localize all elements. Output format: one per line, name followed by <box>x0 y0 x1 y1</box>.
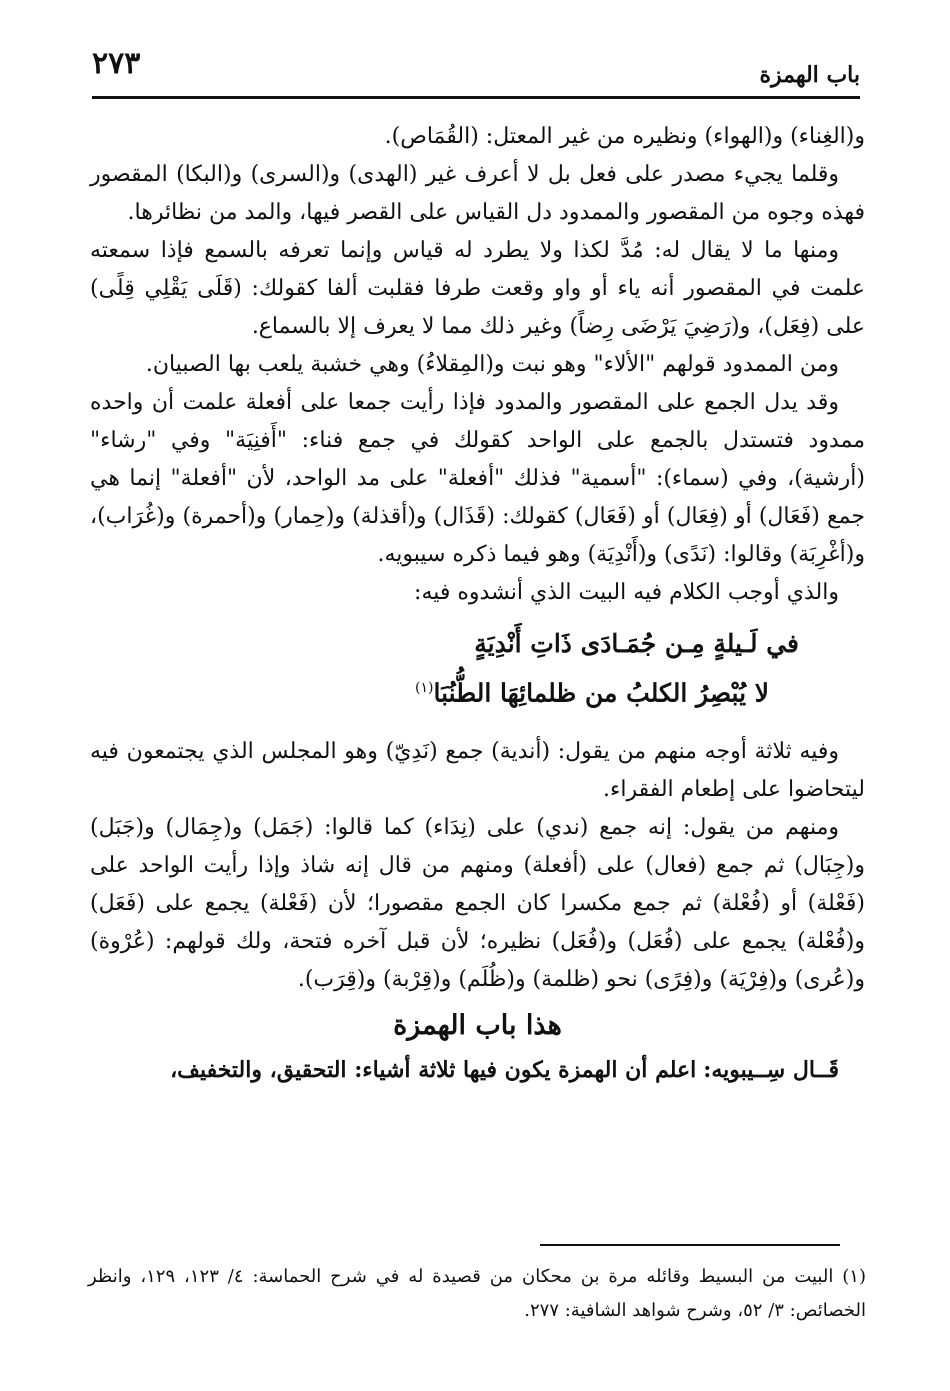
footnotes <box>88 1260 866 1328</box>
running-title: باب الهمزة <box>759 62 860 88</box>
paragraph: وفيه ثلاثة أوجه منهم من يقول: (أندية) جمع (نَدِيّ) وهو المجلس الذي يجتمعون فيه ليتحاضوا على إطعام الفقراء. <box>90 739 865 803</box>
footnote-divider <box>540 1244 840 1246</box>
paragraph: ومن الممدود قولهم "الألاء" وهو نبت و(المِقلاءُ) وهي خشبة يلعب بها الصبيان. <box>145 352 839 377</box>
footnote-1: (١) البيت من البسيط وقائله مرة بن محكان من قصيدة له في شرح الحماسة: ٤/ ١٢٣، ١٢٩، وانظر الخصائص: ٣/ ٥٢، وشرح شواهد الشافية: ٢٧٧. <box>88 1266 866 1321</box>
verse-line-1: في لَـيلةٍ مِـن جُمَـادَى ذَاتِ أَنْدِيَةٍ <box>474 629 799 658</box>
paragraph-text: اعلم أن الهمزة يكون فيها ثلاثة أشياء: التحقيق، والتخفيف، <box>170 1057 697 1084</box>
paragraph: وقلما يجيء مصدر على فعل بل لا أعرف غير (الهدى) و(السرى) و(البكا) المقصور فهذه وجوه من المقصور والممدود دل القياس على القصر فيها، والمد من نظائرها. <box>90 162 865 225</box>
verse-line-2 <box>90 666 865 715</box>
paragraph-lead: قَــال سِــيبويه: <box>703 1057 839 1084</box>
paragraph: ومنها ما لا يقال له: مُدَّ لكذا ولا يطرد له قياس وإنما تعرفه بالسمع فإذا سمعته علمت في المقصور أنه ياء أو واو وقعت طرفا فقلبت ألفا كقولك: (قَلَى يَقْلِي قِلًى) على (فِعَل)، و(رَضِيَ يَرْضَى رِضاً) وغير ذلك مما لا يعرف إلا بالسماع. <box>90 238 865 339</box>
paragraph: وقد يدل الجمع على المقصور والمدود فإذا رأيت جمعا على أفعلة علمت أن واحده ممدود فتستدل بالجمع على الواحد كقولك في جمع فناء: "أَفنِيَة" وفي "رشاء" (أرشية)، وفي (سماء): "أسمية" فذلك "أفعلة" على مد الواحد، لأن "أفعلة" إنما هي جمع (فَعَال) أو (فِعَال) أو (فَعَال) كقولك: (قَذَال) و(أقذلة) و(حِمار) و(أحمرة) و(غُرَاب)، و(أغْرِبَة) وقالوا: (نَدًى) و(أَنْدِيَة) وهو فيما ذكره سيبويه. <box>90 390 865 567</box>
page-number: ٢٧٣ <box>92 46 141 81</box>
main-text <box>90 118 865 1090</box>
page-header <box>92 46 860 99</box>
verse-line-2-text: لا يُبْصِرُ الكلبُ من ظلمائِهَا الطُّنُبَا <box>433 678 769 708</box>
footnote-marker: (١) <box>415 680 434 696</box>
paragraph: ومنهم من يقول: إنه جمع (ندي) على (نِدَاء) كما قالوا: (جَمَل) و(جِمَال) و(جَبَل) و(جِبَال) ثم جمع (فعال) على (أفعلة) ومنهم من قال إنه شاذ وإذا رأيت الواحد على (فَعْلة) أو (فُعْلة) ثم جمع مكسرا كان الجمع مقصورا؛ لأن (فَعْلة) يجمع على (فَعَل) و(فُعْلة) يجمع على (فُعَل) و(فُعَل) نظيره؛ لأن قبل آخره فتحة، ولك قولهم: (عُرْوة) و(عُرى) و(فِرْيَة) و(فِرًى) نحو (ظلمة) و(ظُلَم) و(قِرْبة) و(قِرَب). <box>90 815 865 993</box>
paragraph: و(الغِناء) و(الهواء) ونظيره من غير المعتل: (القُمَاص). <box>384 124 865 149</box>
section-heading: هذا باب الهمزة <box>393 1010 562 1042</box>
paragraph: والذي أوجب الكلام فيه البيت الذي أنشدوه فيه: <box>414 580 839 605</box>
paragraph <box>90 1051 865 1090</box>
